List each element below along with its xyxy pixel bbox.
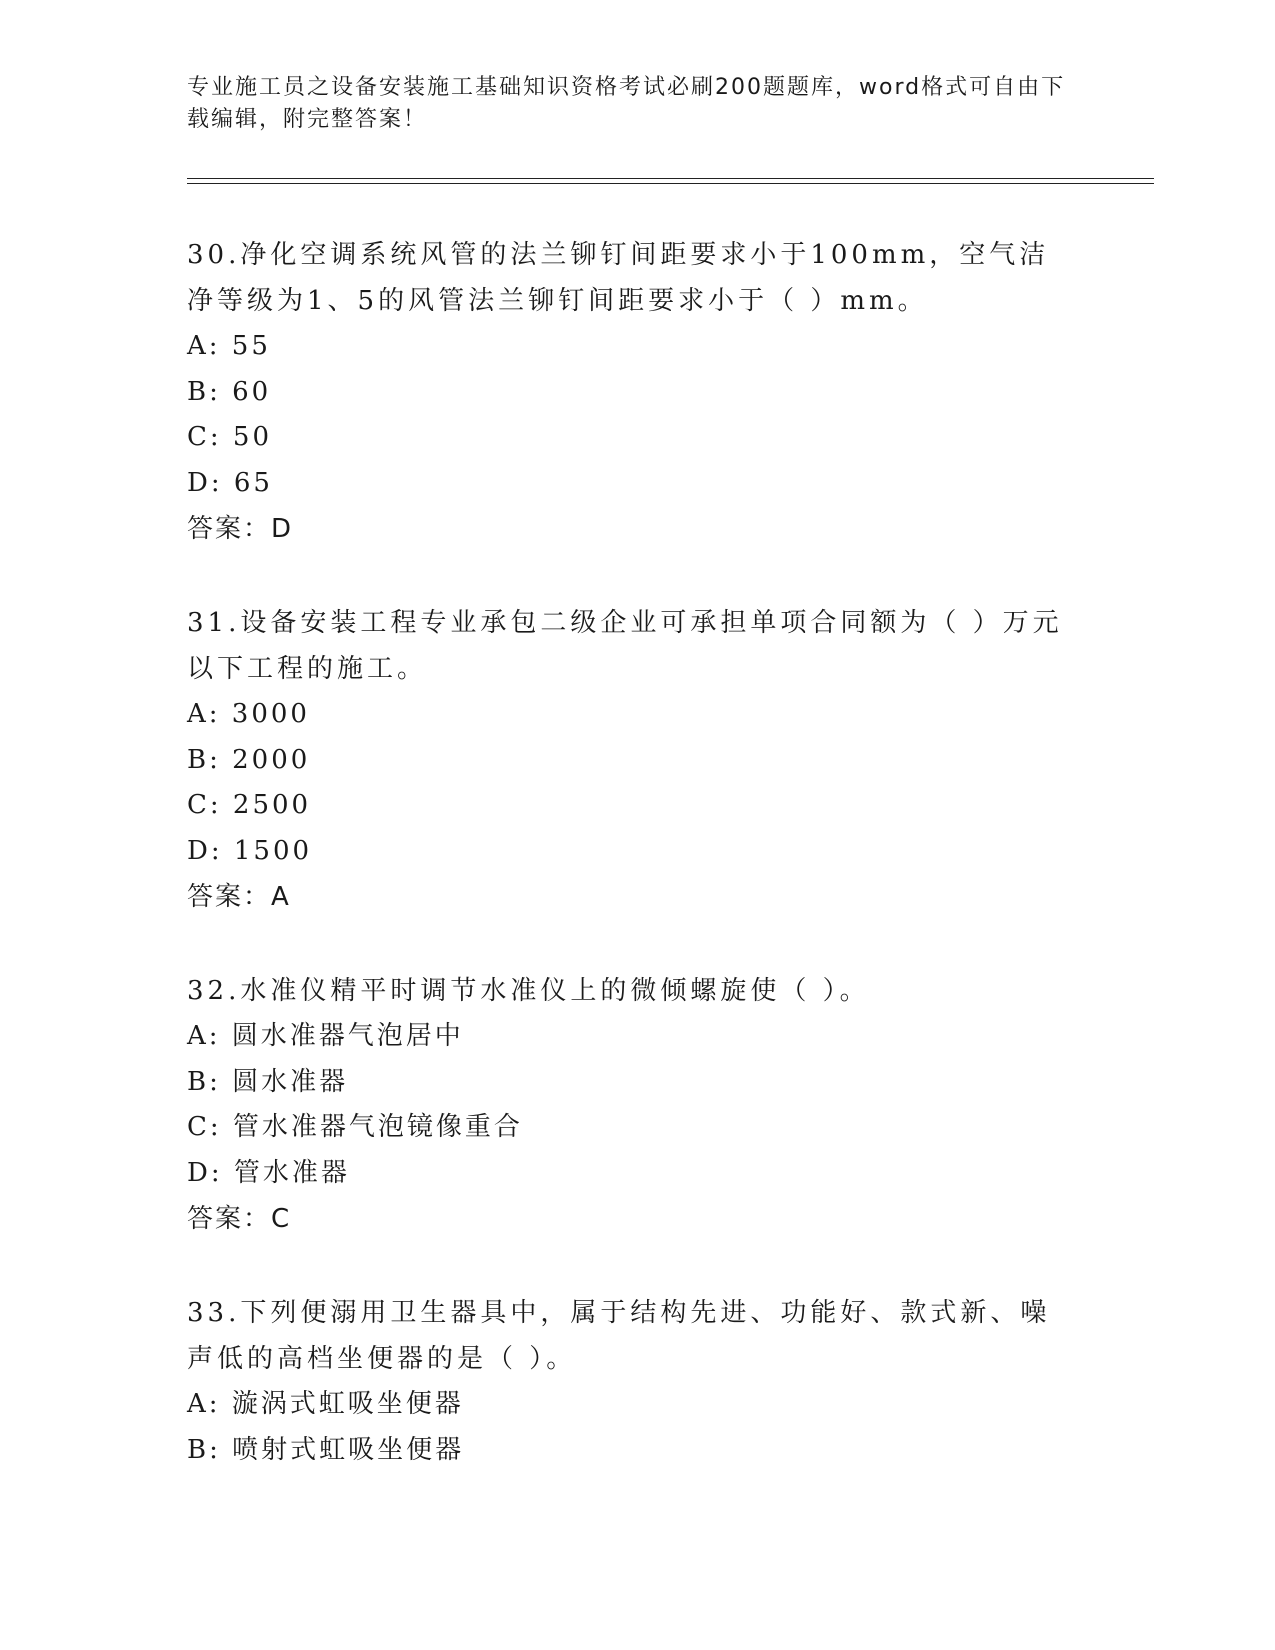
option-b: B: 2000 xyxy=(187,744,311,775)
option-a: A: 55 xyxy=(187,331,271,361)
question-32 xyxy=(187,968,1067,1242)
question-stem: 31.设备安装工程专业承包二级企业可承担单项合同额为（ ）万元以下工程的施工。 xyxy=(187,608,1063,684)
document-header: 专业施工员之设备安装施工基础知识资格考试必刷200题题库，word格式可自由下载编辑，附完整答案！ xyxy=(187,75,1066,132)
option-a: A: 3000 xyxy=(187,699,310,729)
question-stem: 30.净化空调系统风管的法兰铆钉间距要求小于100mm，空气洁净等级为1、5的风管法兰铆钉间距要求小于（ ）mm。 xyxy=(187,240,1050,316)
option-b: B: 圆水准器 xyxy=(187,1066,349,1097)
question-list xyxy=(187,232,1067,1521)
question-31 xyxy=(187,600,1067,920)
option-c: C: 2500 xyxy=(187,790,312,820)
question-stem: 32.水准仪精平时调节水准仪上的微倾螺旋使（ ）。 xyxy=(187,976,870,1006)
option-d: D: 1500 xyxy=(187,835,313,866)
question-30 xyxy=(187,232,1067,552)
answer: 答案：C xyxy=(187,1204,292,1234)
option-c: C: 50 xyxy=(187,422,273,452)
option-a: A: 漩涡式虹吸坐便器 xyxy=(187,1389,464,1419)
answer: 答案：D xyxy=(187,514,294,544)
question-stem: 33.下列便溺用卫生器具中，属于结构先进、功能好、款式新、噪声低的高档坐便器的是（ ）。 xyxy=(187,1298,1051,1374)
option-b: B: 喷射式虹吸坐便器 xyxy=(187,1434,465,1465)
option-b: B: 60 xyxy=(187,376,272,407)
option-d: D: 65 xyxy=(187,467,273,498)
option-c: C: 管水准器气泡镜像重合 xyxy=(187,1112,523,1142)
answer: 答案：A xyxy=(187,882,291,912)
question-33 xyxy=(187,1290,1067,1473)
option-d: D: 管水准器 xyxy=(187,1157,350,1188)
option-a: A: 圆水准器气泡居中 xyxy=(187,1021,464,1051)
header-divider xyxy=(187,178,1154,184)
